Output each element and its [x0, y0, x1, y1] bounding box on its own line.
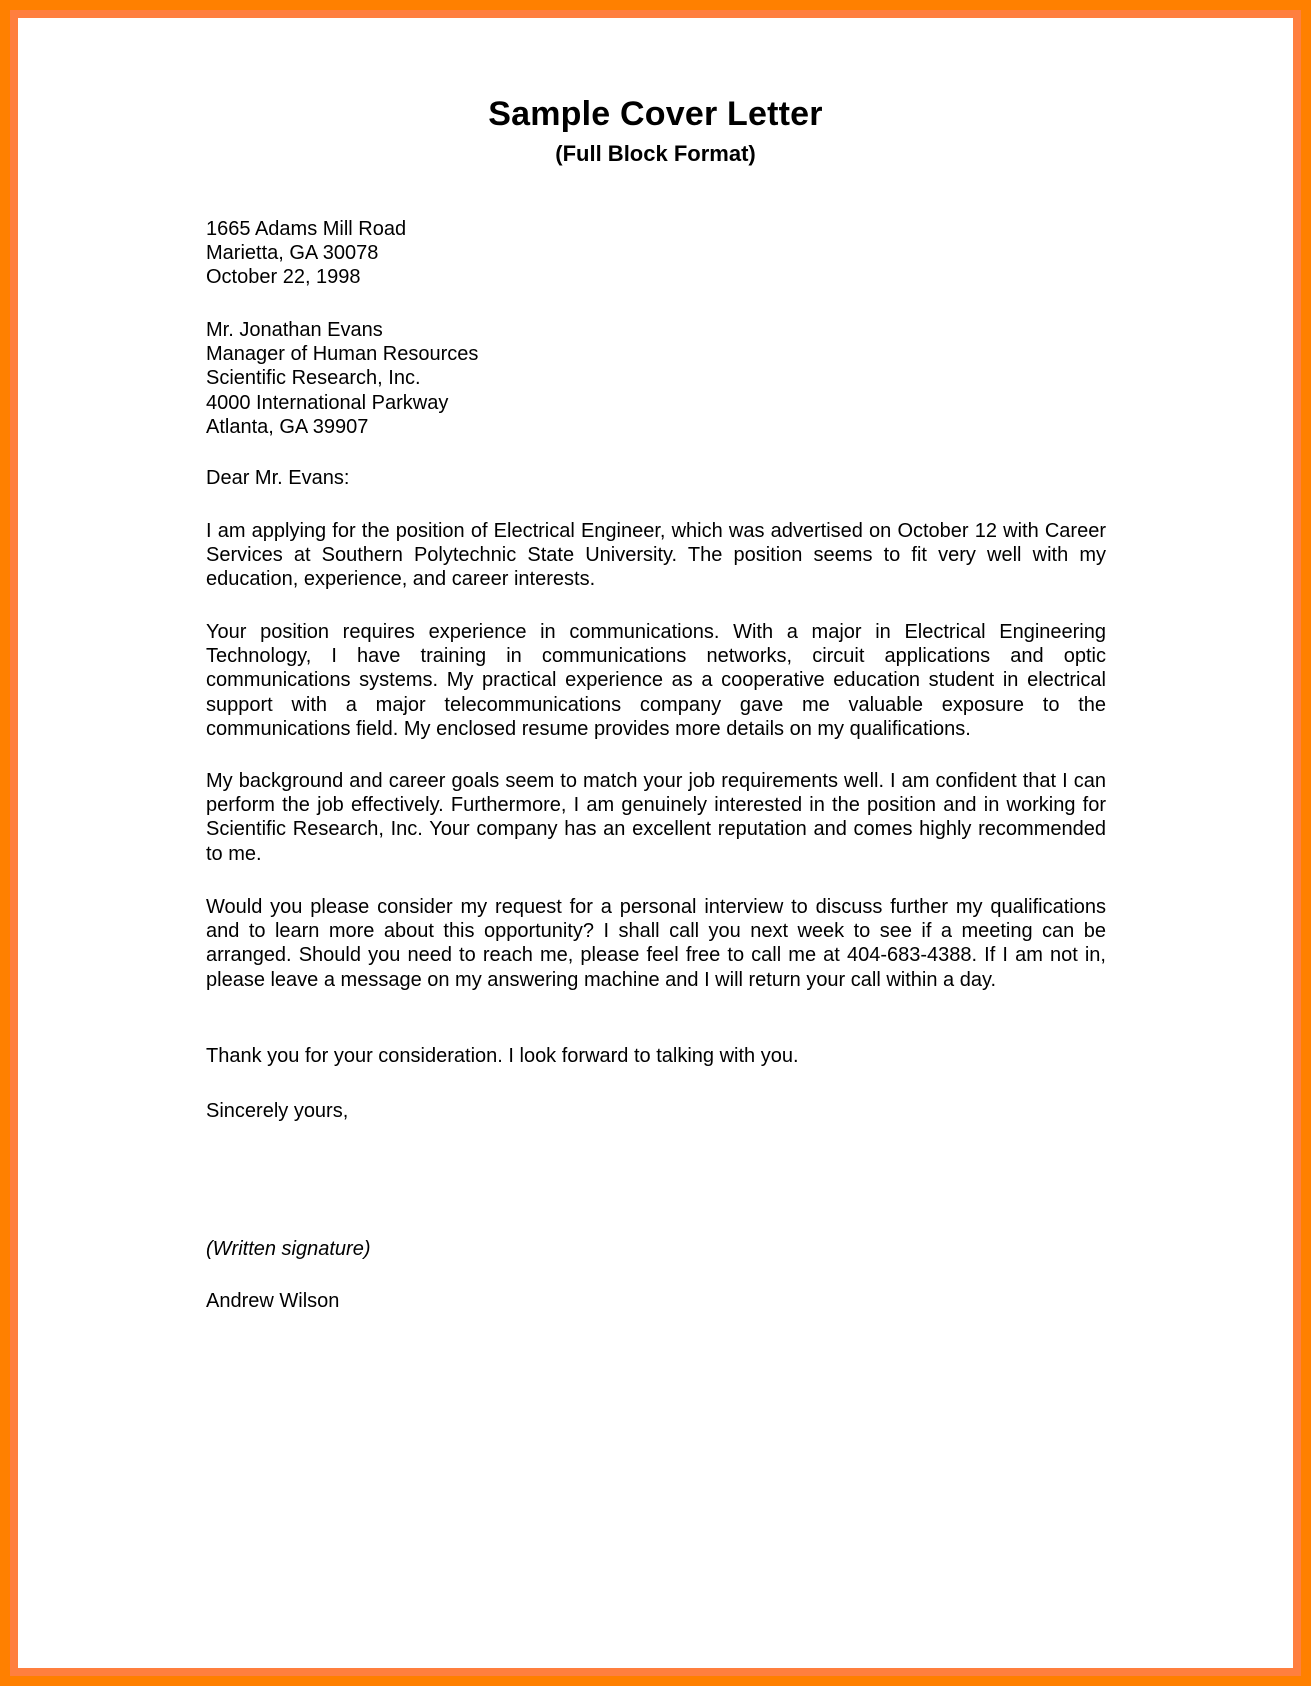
recipient-company: Scientific Research, Inc.: [206, 367, 421, 390]
recipient-name: Mr. Jonathan Evans: [206, 319, 383, 341]
page-subtitle: (Full Block Format): [555, 141, 756, 166]
body-paragraph-5: Thank you for your consideration. I look forward to talking with you.: [206, 1045, 799, 1067]
page-title: Sample Cover Letter: [488, 95, 823, 133]
page-border-inner: [10, 10, 1301, 1676]
letter-date: October 22, 1998: [206, 266, 361, 289]
closing: Sincerely yours,: [206, 1100, 349, 1122]
recipient-title: Manager of Human Resources: [206, 343, 479, 366]
recipient-address-block: [206, 318, 1106, 439]
body-paragraph-4: Would you please consider my request for a personal interview to discuss further my qualifications and to learn more about this opportunity? I shall call you next week to see if a meeting can be arranged. Should you need to reach me, please feel free to call me at 404-683-4388. If I am not in, please leave a message on my answering machine and I will return your call within a day.: [206, 896, 1106, 991]
sender-address-block: [206, 217, 1106, 290]
body-paragraph-2: Your position requires experience in communications. With a major in Electrical Engineering Technology, I have training in communications networks, circuit applications and optic communications systems. My practical experience as a cooperative education student in electrical support with a major telecommunications company gave me valuable exposure to the communications field. My enclosed resume provides more details on my qualifications.: [206, 621, 1106, 740]
body-paragraph-3: My background and career goals seem to match your job requirements well. I am confident that I can perform the job effectively. Furthermore, I am genuinely interested in the position and in working for Scientific Research, Inc. Your company has an excellent reputation and comes highly recommended to me.: [206, 770, 1106, 865]
recipient-street: 4000 International Parkway: [206, 391, 449, 414]
body-paragraph-1: I am applying for the position of Electrical Engineer, which was advertised on October 12 with Career Services at Southern Polytechnic State University. The position seems to fit very well with my education, experience, and career interests.: [206, 520, 1106, 591]
signer-name: Andrew Wilson: [206, 1290, 340, 1312]
letter-page: [18, 18, 1293, 1668]
salutation: Dear Mr. Evans:: [206, 467, 350, 489]
sender-address-line1: 1665 Adams Mill Road: [206, 218, 407, 240]
signature-placeholder: (Written signature): [206, 1238, 371, 1260]
sender-address-line2: Marietta, GA 30078: [206, 242, 379, 265]
recipient-city-state-zip: Atlanta, GA 39907: [206, 415, 369, 438]
